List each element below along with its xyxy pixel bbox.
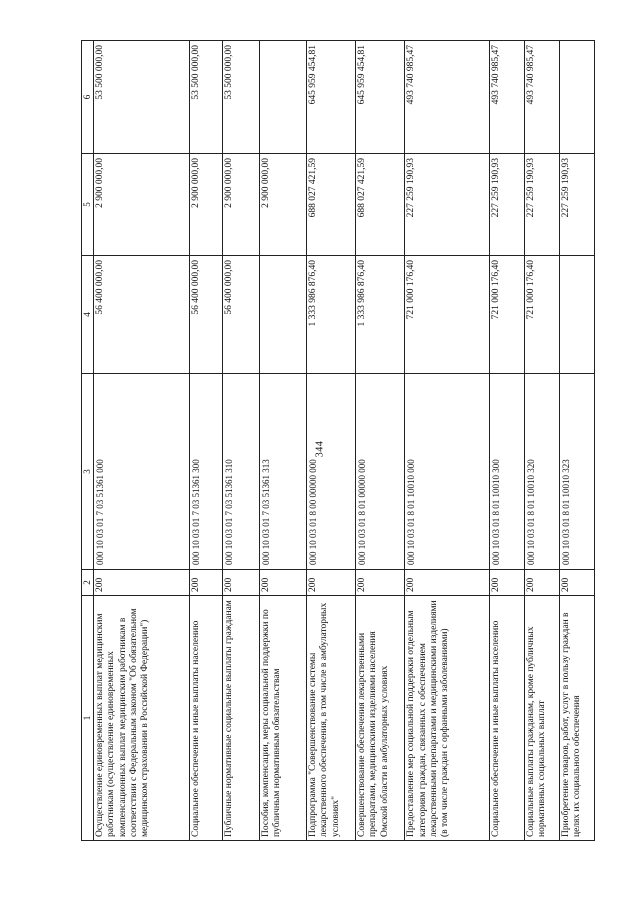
- row-type: 200: [306, 570, 355, 596]
- row-col5: 688 027 421,59: [356, 154, 405, 256]
- row-type: 200: [189, 570, 222, 596]
- budget-table: [81, 40, 595, 841]
- row-code: 000 10 03 01 7 03 51361 313: [260, 374, 307, 570]
- row-code: 000 10 03 01 8 01 10010 320: [524, 374, 559, 570]
- row-col5: 2 900 000,00: [260, 154, 307, 256]
- table-row: [356, 41, 405, 841]
- table-row: [93, 41, 189, 841]
- page-number: 344: [314, 440, 326, 458]
- table-row: [260, 41, 307, 841]
- row-col6: 53 500 000,00: [222, 41, 259, 154]
- column-header: 3: [82, 374, 94, 570]
- row-type: 200: [524, 570, 559, 596]
- row-code: 000 10 03 01 7 03 51361 310: [222, 374, 259, 570]
- column-header: 5: [82, 154, 94, 256]
- row-name: Осуществление единовременных выплат медицинским работникам (осуществление единовременных компенсационных выплат медицинским работникам в соответствии с Федеральным законом "Об обязательном медицинском страховании в Российской Федерации"): [93, 596, 189, 841]
- row-col5: 2 900 000,00: [222, 154, 259, 256]
- row-col4: 56 400 000,00: [93, 256, 189, 374]
- row-col4: 721 000 176,40: [524, 256, 559, 374]
- row-code: 000 10 03 01 7 03 51361 300: [189, 374, 222, 570]
- row-col4: 721 000 176,40: [489, 256, 524, 374]
- row-type: 200: [356, 570, 405, 596]
- column-header: 6: [82, 41, 94, 154]
- row-col6: 493 740 985,47: [524, 41, 559, 154]
- row-code: 000 10 03 01 7 03 51361 000: [93, 374, 189, 570]
- budget-table-sheet: [81, 41, 595, 841]
- row-code: 000 10 03 01 8 00 00000 000: [306, 374, 355, 570]
- row-name: Пособия, компенсации, меры социальной поддержки по публичным нормативным обязательствам: [260, 596, 307, 841]
- row-col6: [559, 41, 594, 154]
- row-col4: [559, 256, 594, 374]
- table-row: [559, 41, 594, 841]
- table-row: [306, 41, 355, 841]
- row-name: Приобретение товаров, работ, услуг в пользу граждан в целях их социального обеспечения: [559, 596, 594, 841]
- row-col5: 227 259 190,93: [405, 154, 489, 256]
- row-col6: 493 740 985,47: [489, 41, 524, 154]
- column-header: 4: [82, 256, 94, 374]
- row-col4: [260, 256, 307, 374]
- row-col6: 645 959 454,81: [306, 41, 355, 154]
- row-type: 200: [222, 570, 259, 596]
- row-col4: 56 400 000,00: [222, 256, 259, 374]
- row-name: Подпрограмма "Совершенствование системы лекарственного обеспечения, в том числе в амбулаторных условиях": [306, 596, 355, 841]
- column-header: 1: [82, 596, 94, 841]
- row-col4: 1 333 986 876,40: [306, 256, 355, 374]
- table-row: [222, 41, 259, 841]
- row-name: Публичные нормативные социальные выплаты гражданам: [222, 596, 259, 841]
- row-col5: 2 900 000,00: [189, 154, 222, 256]
- row-name: Социальное обеспечение и иные выплаты населению: [189, 596, 222, 841]
- row-col4: 721 000 176,40: [405, 256, 489, 374]
- row-col4: 56 400 000,00: [189, 256, 222, 374]
- row-col5: 227 259 190,93: [559, 154, 594, 256]
- column-header: 2: [82, 570, 94, 596]
- row-col6: [260, 41, 307, 154]
- row-col6: 645 959 454,81: [356, 41, 405, 154]
- row-type: 200: [93, 570, 189, 596]
- row-col6: 493 740 985,47: [405, 41, 489, 154]
- row-col6: 53 500 000,00: [93, 41, 189, 154]
- row-name: Совершенствование обеспечения лекарственными препаратами, медицинскими изделиями населения Омской области в амбулаторных условиях: [356, 596, 405, 841]
- row-type: 200: [559, 570, 594, 596]
- table-row: [489, 41, 524, 841]
- row-type: 200: [489, 570, 524, 596]
- table-row: [189, 41, 222, 841]
- row-name: Социальное обеспечение и иные выплаты населению: [489, 596, 524, 841]
- row-col5: 688 027 421,59: [306, 154, 355, 256]
- table-row: [524, 41, 559, 841]
- row-col5: 227 259 190,93: [524, 154, 559, 256]
- row-col4: 1 333 986 876,40: [356, 256, 405, 374]
- row-col5: 2 900 000,00: [93, 154, 189, 256]
- row-code: 000 10 03 01 8 01 10010 300: [489, 374, 524, 570]
- row-code: 000 10 03 01 8 01 00000 000: [356, 374, 405, 570]
- row-type: 200: [405, 570, 489, 596]
- row-code: 000 10 03 01 8 01 10010 000: [405, 374, 489, 570]
- row-col6: 53 500 000,00: [189, 41, 222, 154]
- row-col5: 227 259 190,93: [489, 154, 524, 256]
- table-row: [405, 41, 489, 841]
- row-type: 200: [260, 570, 307, 596]
- row-code: 000 10 03 01 8 01 10010 323: [559, 374, 594, 570]
- header-row: [82, 41, 94, 841]
- row-name: Предоставление мер социальной поддержки отдельным категориям граждан, связанных с обеспечением лекарственными препаратами и медицинскими изделиями (в том числе граждан с орфанными заболеваниями): [405, 596, 489, 841]
- row-name: Социальные выплаты гражданам, кроме публичных нормативных социальных выплат: [524, 596, 559, 841]
